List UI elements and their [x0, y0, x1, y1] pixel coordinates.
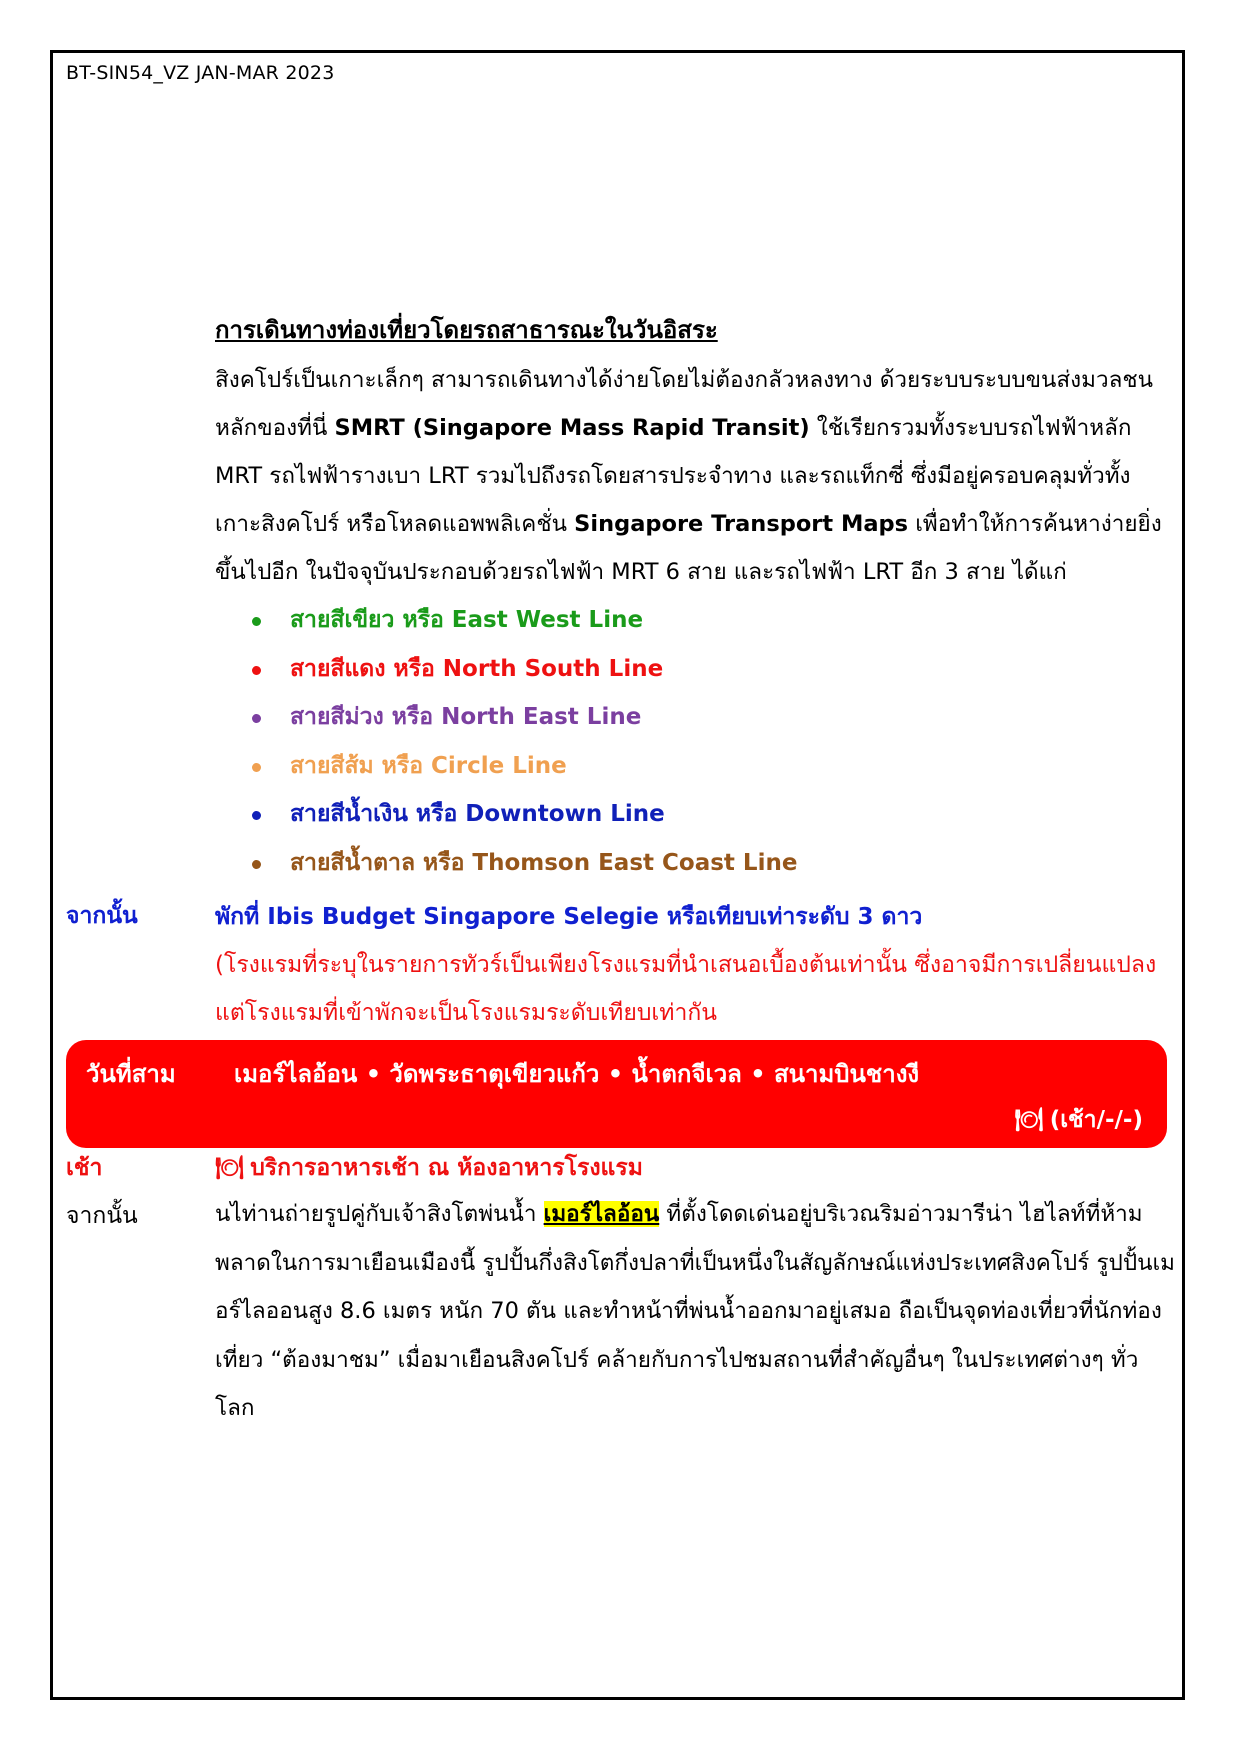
bullet-icon [252, 763, 261, 772]
hotel-info: พักที่ Ibis Budget Singapore Selegie หรือเทียบเท่าระดับ 3 ดาว [215, 904, 923, 930]
app-name: Singapore Transport Maps [574, 511, 909, 537]
intro-text-2: ใช้เรียกรวมทั้งระบบรถไฟฟ้าหลัก MRT รถไฟฟ้ารางเบา LRT รวมไปถึงรถโดยสารประจำทาง และรถแท็กซี่ ซึ่งมีอยู่ครอบคลุมทั่วทั้งเกาะสิงคโปร์ หรือโหลดแอพพลิเคชั่น [215, 415, 1132, 537]
day-meals [1014, 1102, 1143, 1138]
mrt-lines-list [252, 596, 797, 887]
mrt-line-label: สายสีม่วง หรือ North East Line [290, 704, 642, 730]
day-route: เมอร์ไลอ้อน • วัดพระธาตุเขียวแก้ว • น้ำตกจีเวล • สนามบินชางงี [234, 1060, 920, 1088]
merlion-time-label: จากนั้น [66, 1203, 138, 1229]
mrt-line-label: สายสีเขียว หรือ East West Line [290, 607, 644, 633]
breakfast-label: เช้า [66, 1155, 103, 1181]
mrt-line-item [252, 790, 797, 839]
merlion-text-1: นไท่านถ่ายรูปคู่กับเจ้าสิงโตพ่นน้ำ [215, 1201, 544, 1227]
hotel-time-label: จากนั้น [66, 903, 138, 929]
bullet-icon [252, 666, 261, 675]
merlion-paragraph [215, 1190, 1175, 1433]
bullet-icon [252, 714, 261, 723]
mrt-line-item [252, 839, 797, 888]
mrt-line-label: สายสีน้ำเงิน หรือ Downtown Line [290, 801, 665, 827]
merlion-highlight: เมอร์ไลอ้อน [543, 1201, 660, 1227]
mrt-line-label: สายสีแดง หรือ North South Line [290, 655, 664, 682]
intro-paragraph [215, 356, 1175, 596]
intro-text-3: เพื่อทำให้การค้นหาง่ายยิ่งขึ้นไปอีก ในปัจจุบันประกอบด้วยรถไฟฟ้า MRT 6 สาย และรถไฟฟ้า LRT อีก 3 สาย ได้แก่ [215, 511, 1162, 585]
bullet-icon [252, 860, 261, 869]
breakfast-info [215, 1150, 643, 1186]
intro-section [215, 310, 1175, 596]
smrt-name: SMRT (Singapore Mass Rapid Transit) [334, 415, 810, 441]
mrt-line-label: สายสีน้ำตาล หรือ Thomson East Coast Line [290, 849, 798, 876]
meal-icon: 🍽 [1014, 1107, 1044, 1133]
meal-plan: (เช้า/-/-) [1049, 1107, 1143, 1133]
day-header-bar [66, 1040, 1167, 1148]
mrt-line-item [252, 742, 797, 791]
mrt-line-item [252, 693, 797, 742]
meal-icon: 🍽 [215, 1155, 245, 1181]
hotel-note: (โรงแรมที่ระบุในรายการทัวร์เป็นเพียงโรงแรมที่นำเสนอเบื้องต้นเท่านั้น ซึ่งอาจมีการเปลี่ยนแปลงแต่โรงแรมที่เข้าพักจะเป็นโรงแรมระดับเทียบเท่ากัน [215, 952, 1157, 1026]
document-code: BT-SIN54_VZ JAN-MAR 2023 [66, 62, 335, 84]
merlion-text-2: ที่ตั้งโดดเด่นอยู่บริเวณริมอ่าวมารีน่า ไฮไลท์ที่ห้ามพลาดในการมาเยือนเมืองนี้ รูปปั้นกึ่งสิงโตกึ่งปลาที่เป็นหนึ่งในสัญลักษณ์แห่งประเทศสิงคโปร์ รูปปั้นเมอร์ไลออนสูง 8.6 เมตร หนัก 70 ตัน และทำหน้าที่พ่นน้ำออกมาอยู่เสมอ ถือเป็นจุดท่องเที่ยวที่นักท่องเที่ยว “ต้องมาชม” เมื่อมาเยือนสิงคโปร์ คล้ายกับการไปชมสถานที่สำคัญอื่นๆ ในประเทศต่างๆ ทั่วโลก [215, 1201, 1176, 1421]
breakfast-text: บริการอาหารเช้า ณ ห้องอาหารโรงแรม [250, 1155, 643, 1181]
day-label: วันที่สาม [86, 1060, 176, 1088]
bullet-icon [252, 617, 261, 626]
mrt-line-item [252, 645, 797, 694]
section-title: การเดินทางท่องเที่ยวโดยรถสาธารณะในวันอิสระ [215, 316, 718, 344]
bullet-icon [252, 811, 261, 820]
mrt-line-item [252, 596, 797, 645]
intro-text-1: สิงคโปร์เป็นเกาะเล็กๆ สามารถเดินทางได้ง่ายโดยไม่ต้องกลัวหลงทาง ด้วยระบบระบบขนส่งมวลชนหลักของที่นี่ [215, 367, 1154, 441]
mrt-line-label: สายสีส้ม หรือ Circle Line [290, 752, 567, 779]
